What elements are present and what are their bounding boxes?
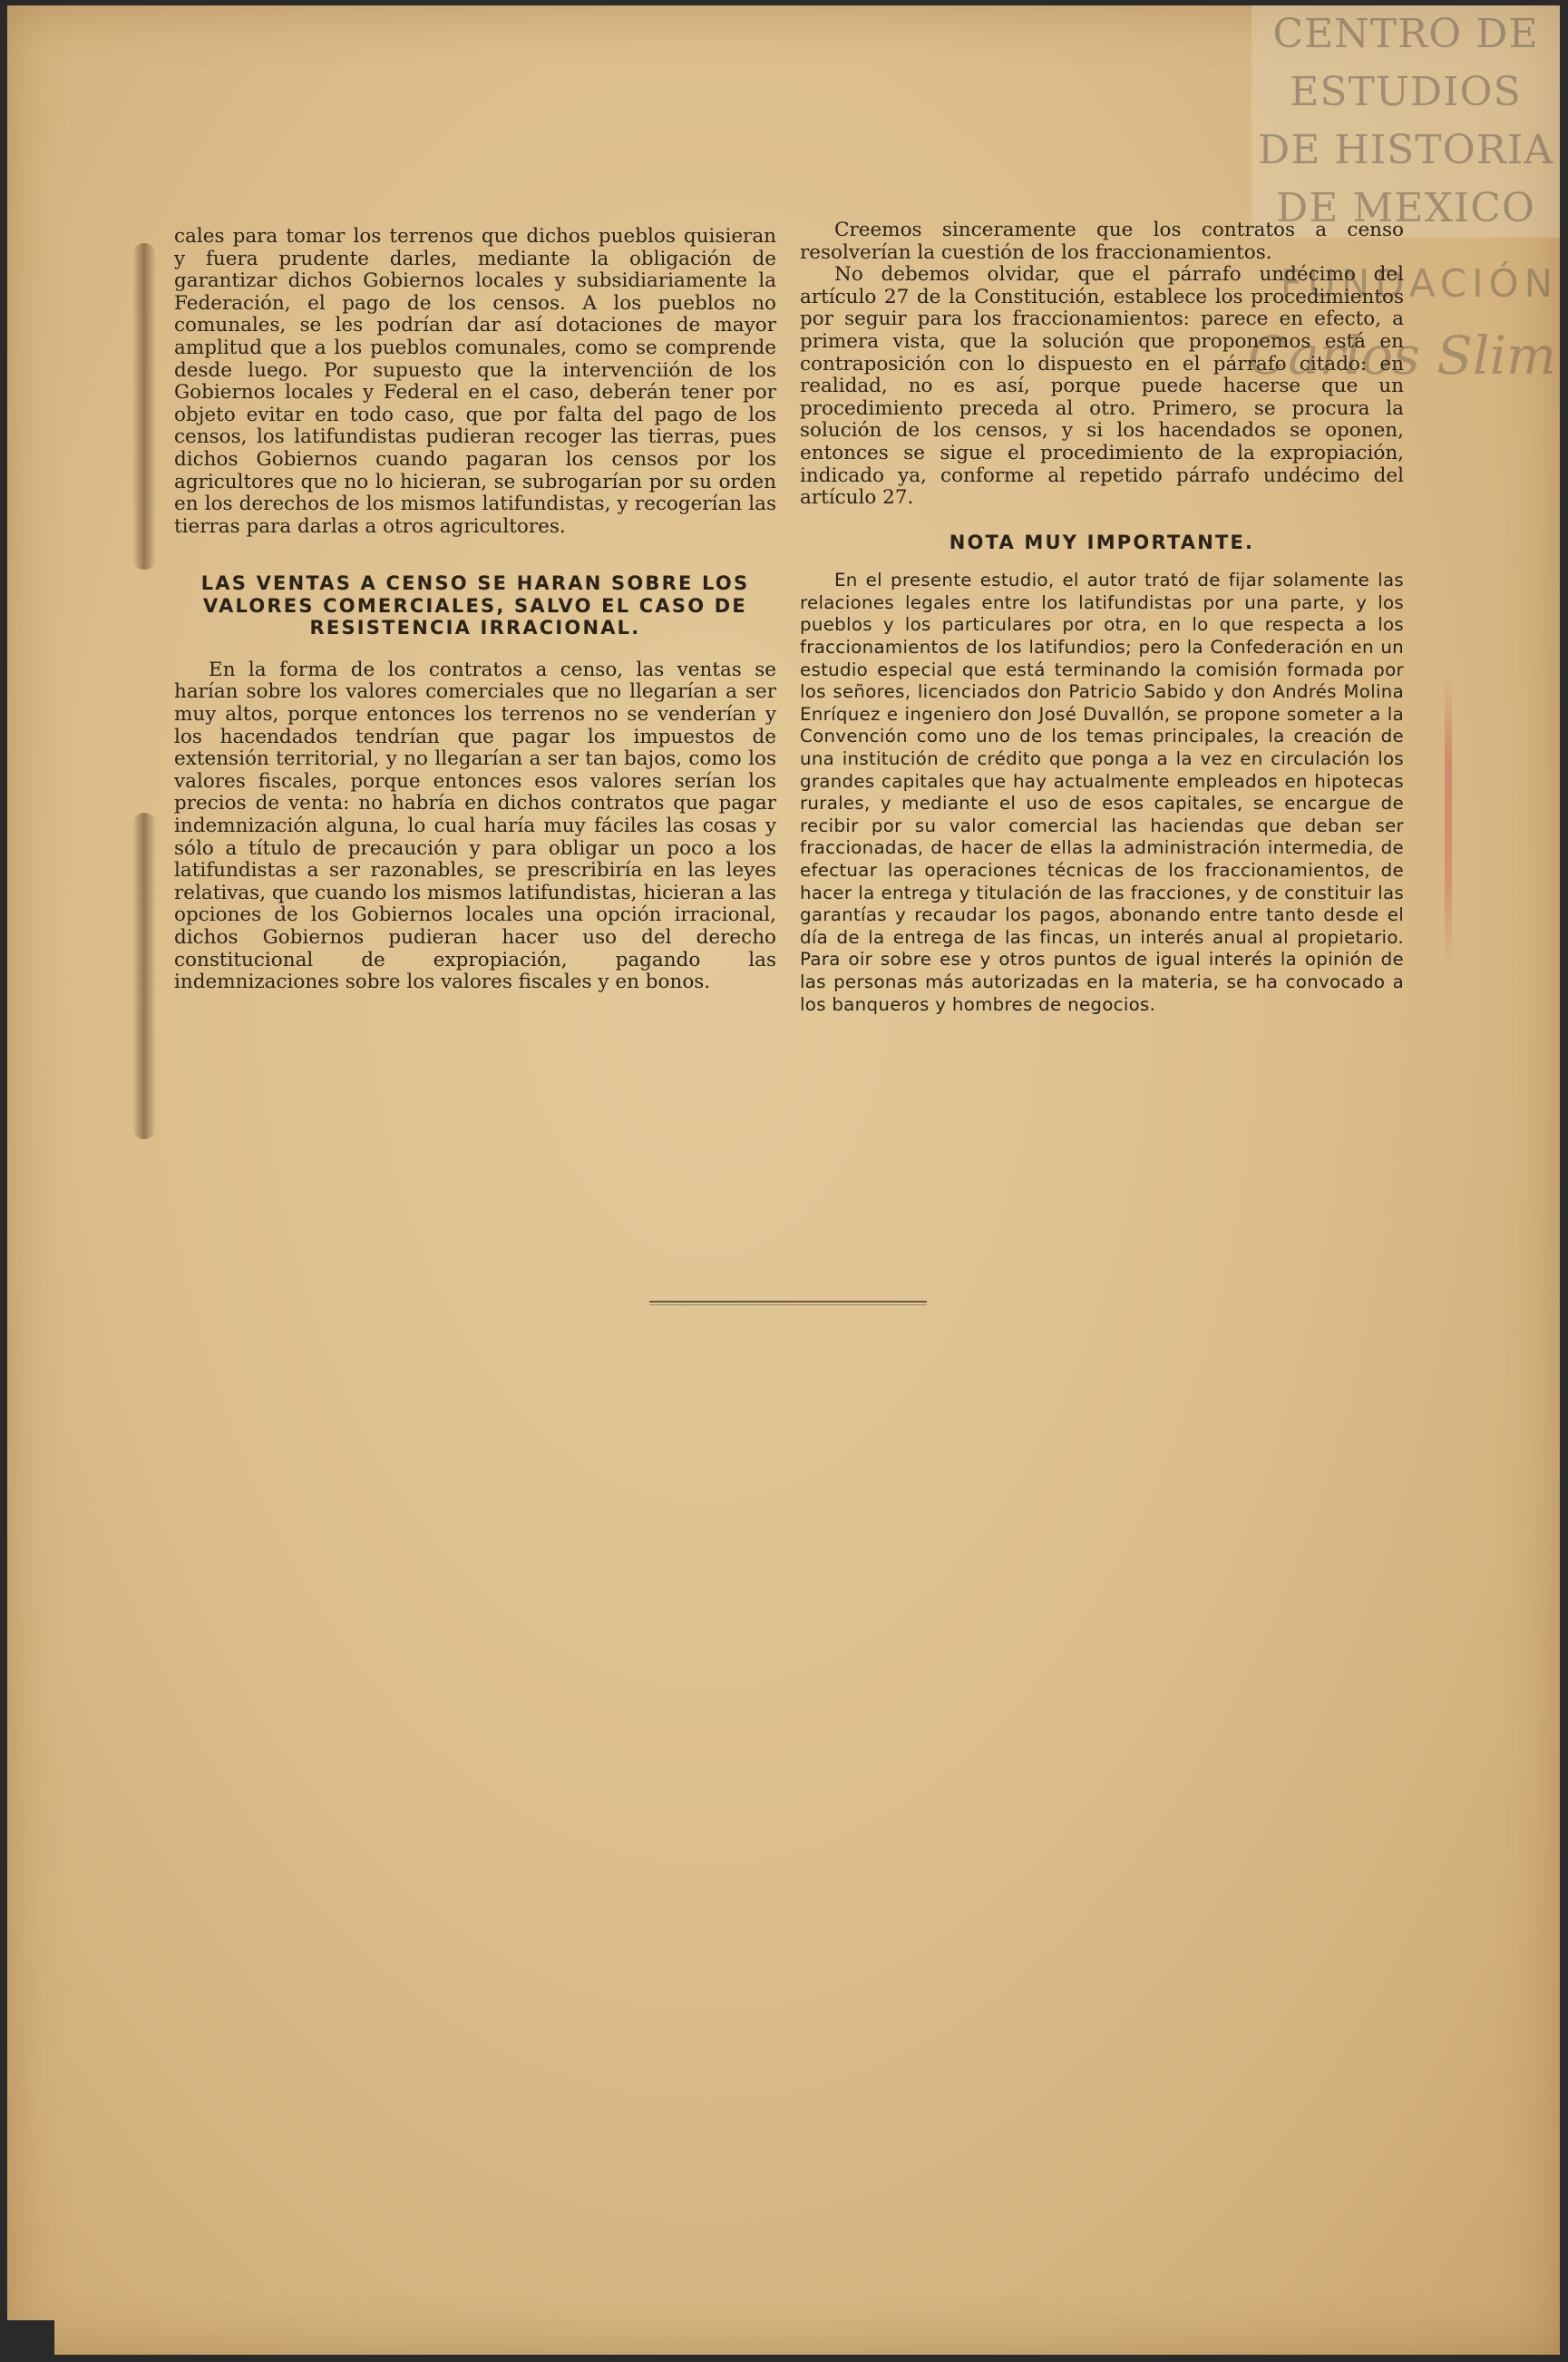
red-pencil-mark [1445,677,1452,967]
watermark-line-2: ESTUDIOS [1290,69,1522,115]
watermark-line-1: CENTRO DE [1272,11,1539,57]
document-page [7,5,1560,2355]
note-block [800,570,1404,1016]
watermark-line-3: DE HISTORIA [1258,127,1553,173]
right-section-heading: NOTA MUY IMPORTANTE. [949,531,1255,553]
left-section-heading: LAS VENTAS A CENSO SE HARAN SOBRE LOS VALORES COMERCIALES, SALVO EL CASO DE RESISTENCIA IRRACIONAL. [200,572,750,639]
left-paragraph-2: En la forma de los contratos a censo, las ventas se harían sobre los valores comerciales que no llegarían a ser muy altos, porque entonces los terrenos no se venderían y los hacendados tendrían que pagar los impuestos de extensión territorial, y no llegarían a ser tan bajos, como los valores fiscales, porque entonces esos valores serían los precios de venta: no habría en dichos contratos que pagar indemnización alguna, lo cual haría muy fáciles las cosas y sólo a título de precaución y para obligar un poco a los latifundistas a ser razonables, se prescribiría en las leyes relativas, que cuando los mismos latifundistas, hicieran a las opciones de los Gobiernos locales una opción irracional, dichos Gobiernos pudieran hacer uso del derecho constitucional de expropiación, pagando las indemnizaciones sobre los valores fiscales y en bonos. [174,658,776,994]
archive-watermark [1251,5,1560,238]
closing-rule [649,1301,927,1305]
right-paragraph-2: No debemos olvidar, que el párrafo undécimo del artículo 27 de la Constitución, establece los procedimientos por seguir para los fraccionamientos: parece en efecto, a primera vista, que la solución que proponemos está en contraposición con lo dispuesto en el párrafo citado: en realidad, no es así, porque puede hacerse que un procedimiento preceda al otro. Primero, se procura la solución de los censos, y si los hacendados se oponen, entonces se sigue el procedimiento de la expropiación, indicado ya, conforme al repetido párrafo undécimo del artículo 27. [800,263,1404,510]
fundacion-watermark: FUNDACIÓN [1280,261,1558,306]
watermark-line-4: DE MEXICO [1276,185,1535,231]
left-column [174,226,776,994]
right-paragraph-1: Creemos sinceramente que los contratos a censo resolverían la cuestión de los fraccionamientos. [800,219,1404,264]
left-paragraph-1: cales para tomar los terrenos que dichos pueblos quisieran y fuera prudente darles, mediante la obligación de garantizar dichos Gobiernos locales y subsidiariamente la Federación, el pago de los censos. A los pueblos no comunales, se les podrían dar así dotaciones de mayor amplitud que a los pueblos comunales, como se comprende desde luego. Por supuesto que la intervenciión de los Gobiernos locales y Federal en el caso, deberán tener por objeto evitar en todo caso, que por falta del pago de los censos, los latifundistas pudieran recoger las tierras, pues dichos Gobiernos cuando pagaran los censos por los agricultores que no lo hicieran, se subrogarían por su orden en los derechos de los mismos latifundistas, y recogerían las tierras para darlas a otros agricultores. [174,225,776,538]
torn-corner-bottom-left [0,2320,54,2362]
left-smudge-bottom [132,813,156,1139]
right-paragraph-3: En el presente estudio, el autor trató de fijar solamente las relaciones legales entre los latifundistas por una parte, y los pueblos y los particulares por otra, en lo que respecta a los fraccionamientos de los latifundios; pero la Confederación en un estudio especial que está terminando la comisión formada por los señores, licenciados don Patricio Sabido y don Andrés Molina Enríquez e ingeniero don José Duvallón, se propone someter a la Convención como uno de los temas principales, la creación de una institución de crédito que ponga a la vez en circulación los grandes capitales que hay actualmente empleados en hipotecas rurales, y mediante el uso de esos capitales, se encargue de recibir por su valor comercial las haciendas que deban ser fraccionadas, de hacer de ellas la administración intermedia, de efectuar las operaciones técnicas de los fraccionamientos, de hacer la entrega y titulación de las fracciones, y de constituir las garantías y recaudar los pagos, abonando entre tanto desde el día de la entrega de las fincas, un interés anual al propietario. Para oir sobre ese y otros puntos de igual interés la opinión de las personas más autorizadas en la materia, se ha convocado a los banqueros y hombres de negocios. [800,570,1404,1015]
right-column [800,220,1404,1016]
signature-watermark: Carlos Slim [1247,325,1556,386]
left-smudge-top [132,243,156,570]
